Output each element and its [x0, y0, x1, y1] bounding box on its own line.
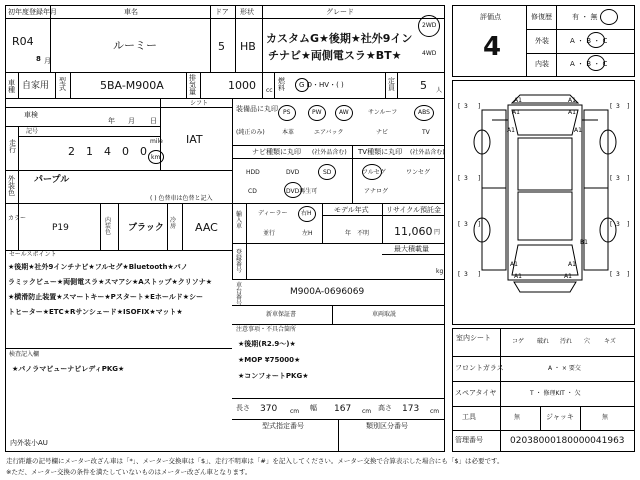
equip-sunroof: サンルーフ	[368, 109, 398, 116]
first-reg-month-unit: 月	[44, 57, 51, 65]
car-name-value: ルーミー	[113, 39, 157, 52]
svg-text:[: [	[610, 103, 613, 110]
mileage-digit-3: 4	[104, 145, 111, 158]
color-code-label: カラー	[8, 215, 27, 222]
repair-label: 修復歴	[531, 13, 552, 21]
mileage-label: 走行	[9, 139, 16, 154]
svg-text:]: ]	[478, 103, 481, 110]
shape-value: HB	[240, 40, 256, 53]
diagram-label: A1	[514, 97, 522, 104]
navi-label: ナビ種類に丸印	[252, 148, 301, 156]
fuel-options: G D・HV・( )	[299, 81, 344, 89]
svg-text:[: [	[458, 103, 461, 110]
sheet-item-5: キズ	[604, 338, 616, 345]
sheet-item-3: 汚れ	[560, 338, 573, 345]
interior-color-label: 内装色	[105, 217, 112, 236]
equipment-label: 装備品に丸印	[236, 105, 278, 113]
diagram-label: A1	[512, 109, 520, 116]
sheet-item-2: 破れ	[537, 338, 550, 345]
diagram-label: A1	[568, 261, 576, 268]
svg-text:3: 3	[464, 175, 468, 182]
grade-label: グレード	[326, 8, 354, 16]
management-label: 管理番号	[455, 436, 483, 444]
ac-value: AAC	[195, 221, 218, 234]
interior-options: A ・ B ・ C	[570, 60, 608, 68]
tv-label: TV種類に丸印	[358, 148, 403, 156]
interior-label: 内装	[535, 60, 549, 68]
mileage-digit-1: 2	[68, 145, 75, 158]
inspection-year: 年	[108, 117, 115, 125]
max-load-label: 最大積載量	[394, 245, 429, 253]
import-parallel: 並行	[263, 230, 276, 237]
sales-point-line-1: ★後期★社外9インチナビ★フルセグ★Bluetooth★パノ	[8, 263, 188, 271]
spare-tire-value: T ・ 修理KIT ・ 欠	[530, 390, 581, 397]
length-value: 370	[260, 404, 278, 414]
height-unit: cm	[430, 408, 440, 415]
svg-text:]: ]	[478, 221, 481, 228]
shift-value: IAT	[186, 133, 203, 146]
windshield-value: A ・ × 要交	[548, 365, 581, 372]
sales-point-line-2: ラミックビュー★両側電スラ★スマアシ★Aストップ★クリソナ★	[8, 278, 213, 286]
svg-text:3: 3	[464, 271, 468, 278]
svg-text:3: 3	[616, 271, 620, 278]
svg-text:]: ]	[478, 271, 481, 278]
svg-text:]: ]	[627, 221, 630, 228]
category-label: 類別区分番号	[366, 422, 408, 430]
shape-label: 形状	[240, 8, 254, 16]
navi-dvd-play: DVD再生可	[286, 188, 318, 195]
recycle-unit: 円	[434, 229, 441, 236]
equip-ps: PS	[283, 109, 291, 116]
navi-sd: SD	[323, 169, 332, 176]
exterior-color-value: パープル	[34, 175, 70, 185]
diagram-label: B1	[580, 239, 588, 246]
footer-line-2: ※ただ、メーター交換の条件を満たしていないものはメーター改ざん車となります。	[6, 468, 252, 476]
model-label: 型式	[59, 77, 66, 92]
displacement-unit: cc	[266, 87, 273, 94]
sheet-item-1: コゲ	[512, 338, 525, 345]
grade-line-2: チナビ★両側電スラ★BT★	[268, 49, 402, 62]
exterior-color-label: 外装色	[8, 175, 15, 197]
spare-tire-label: スペアタイヤ	[455, 389, 497, 397]
inspection-label: 車検	[24, 111, 38, 119]
svg-text:[: [	[610, 221, 613, 228]
diagram-label: A1	[510, 261, 518, 268]
max-load-unit: kg	[436, 268, 444, 275]
repair-options: 有 ・ 無	[572, 13, 598, 21]
shift-label: シフト	[190, 100, 209, 107]
notes-line-3: ★コンフォートPKG★	[238, 372, 309, 380]
inspector-label: 検査記入欄	[9, 351, 40, 358]
recycle-value: 11,060	[394, 225, 433, 238]
navi-cd: CD	[248, 188, 257, 195]
length-label: 長さ	[236, 404, 250, 412]
designated-label: 型式指定番号	[262, 422, 304, 430]
mileage-digit-2: 1	[86, 145, 93, 158]
notes-line-2: ★MOP ¥75000★	[238, 356, 301, 364]
svg-text:]: ]	[627, 103, 630, 110]
equip-airbag: エアバック	[314, 129, 344, 136]
fuel-label: 燃料	[278, 77, 285, 92]
equip-navi: ナビ	[376, 129, 389, 136]
score-label: 評価点	[480, 13, 501, 21]
height-value: 173	[402, 404, 420, 414]
steering-right: 右H	[301, 210, 312, 217]
svg-text:[: [	[610, 175, 613, 182]
navi-note: (社外品含む)	[312, 149, 347, 156]
tv-fullseg: フルセグ	[362, 169, 386, 176]
exterior-circle	[587, 32, 605, 48]
equip-pw: PW	[312, 109, 322, 116]
repair-circle	[600, 9, 618, 25]
diagram-label: A1	[574, 127, 582, 134]
inspection-month: 月	[128, 117, 135, 125]
sheet-item-4: 穴	[584, 338, 591, 345]
navi-dvd: DVD	[286, 169, 300, 176]
color-code-value: P19	[52, 223, 69, 233]
width-label: 幅	[310, 404, 317, 412]
steering-left: 左H	[302, 230, 313, 237]
first-reg-label: 初年度登録年月	[8, 8, 57, 16]
capacity-value: 5	[420, 79, 427, 92]
mileage-mile: mile	[150, 138, 163, 145]
width-unit: cm	[362, 408, 372, 415]
door-label: ドア	[215, 8, 229, 16]
import-label: 輸入車	[236, 211, 243, 230]
manual-label: 車両取説	[372, 311, 397, 318]
height-label: 高さ	[378, 404, 392, 412]
use-label: 車種	[8, 79, 15, 94]
mileage-digit-5: 0	[140, 145, 147, 158]
jack-label: ジャッキ	[546, 413, 574, 421]
inspector-footer: 内外装小AU	[10, 439, 48, 447]
chassis-value: M900A-0696069	[290, 287, 365, 297]
diagram-label: A1	[568, 97, 576, 104]
management-value: 02038000180000041963	[510, 436, 625, 446]
notes-label: 注意事項・不具合箇所	[236, 326, 297, 333]
model-year-label: モデル年式	[334, 206, 369, 214]
ac-label: 冷房	[170, 217, 177, 230]
tools-value: 無	[514, 414, 521, 421]
displacement-value: 1000	[228, 79, 256, 92]
diagram-label: A1	[568, 109, 576, 116]
chassis-label: 車台番号	[236, 282, 243, 307]
car-diagram	[452, 80, 635, 325]
windshield-label: フロントガラス	[455, 364, 504, 372]
mileage-digit-4: 0	[122, 145, 129, 158]
diagram-label: A1	[507, 127, 515, 134]
navi-hdd: HDD	[246, 169, 260, 176]
capacity-unit: 人	[436, 87, 443, 94]
equip-aw: AW	[339, 109, 349, 116]
registration-label: 登録番号	[236, 249, 243, 274]
svg-text:[: [	[458, 271, 461, 278]
width-value: 167	[334, 404, 352, 414]
interior-circle	[587, 55, 605, 71]
equip-leather: 本革	[282, 129, 295, 136]
svg-text:3: 3	[616, 221, 620, 228]
capacity-label: 定員	[388, 77, 395, 92]
equip-tv: TV	[422, 129, 430, 136]
first-reg-month: 8	[36, 55, 41, 63]
sales-point-line-3: ★横滑防止装置★スマートキー★Pスタート★Eホールド★シー	[8, 293, 204, 301]
mileage-unit: km	[151, 154, 161, 161]
jack-value: 無	[602, 414, 609, 421]
svg-text:]: ]	[627, 175, 630, 182]
svg-text:3: 3	[616, 103, 620, 110]
diagram-label: A1	[564, 273, 572, 280]
score-value: 4	[483, 32, 502, 62]
length-unit: cm	[290, 408, 300, 415]
tools-label: 工具	[462, 413, 476, 421]
inspector-line-1: ★パノラマビューナビレディPKG★	[12, 365, 125, 373]
mileage-unit-label: 記号	[26, 128, 39, 135]
first-reg-year: R04	[12, 35, 34, 48]
svg-text:]: ]	[478, 175, 481, 182]
doors-value: 5	[218, 40, 225, 53]
svg-text:3: 3	[464, 103, 468, 110]
exterior-label: 外装	[535, 37, 549, 45]
inspection-day: 日	[150, 117, 157, 125]
equipment-note: (純正のみ)	[236, 129, 265, 136]
recycle-label: リサイクル預託金	[386, 206, 442, 214]
svg-text:[: [	[458, 221, 461, 228]
svg-text:3: 3	[464, 221, 468, 228]
sales-point-line-4: トヒーター★ETC★Rサンシェード★ISOFIX★マット★	[8, 308, 183, 316]
tv-oneseg: ワンセグ	[406, 169, 431, 176]
model-value: 5BA-M900A	[100, 79, 164, 92]
notes-line-1: ★後期(R2.9～)★	[238, 340, 296, 348]
use-value: 自家用	[22, 81, 50, 91]
tv-note: (社外品含む)	[410, 149, 445, 156]
import-dealer: ディーラー	[258, 210, 288, 217]
drive-alt: 4WD	[422, 50, 437, 57]
svg-text:]: ]	[627, 271, 630, 278]
diagram-label: A1	[514, 273, 522, 280]
tv-analog: アナログ	[364, 188, 389, 195]
model-year-value: 年 不明	[345, 230, 370, 237]
color-change-note: ( ) 色替車は色替と記入	[150, 195, 213, 202]
svg-text:[: [	[458, 175, 461, 182]
warranty-label: 新車保証書	[266, 311, 297, 318]
svg-text:3: 3	[616, 175, 620, 182]
sales-points-label: セールスポイント	[9, 251, 57, 258]
drive-value: 2WD	[422, 22, 437, 29]
grade-line-1: カスタムG★後期★社外9イン	[266, 32, 413, 45]
car-name-label: 車名	[124, 8, 138, 16]
interior-sheet-label: 室内シート	[456, 334, 491, 342]
footer-line-1: 走行距離の記号欄にメーター改ざん車は「*」、メーター交換車は「$」、走行不明車は「#」を記入してください。メーター交換で合算表示した場合にも「$」は必要です。	[6, 457, 504, 465]
interior-color-value: ブラック	[128, 223, 164, 233]
svg-text:[: [	[610, 271, 613, 278]
displacement-label: 排気量	[189, 74, 196, 96]
exterior-options: A ・ B ・ C	[570, 37, 608, 45]
equip-abs: ABS	[418, 109, 430, 116]
